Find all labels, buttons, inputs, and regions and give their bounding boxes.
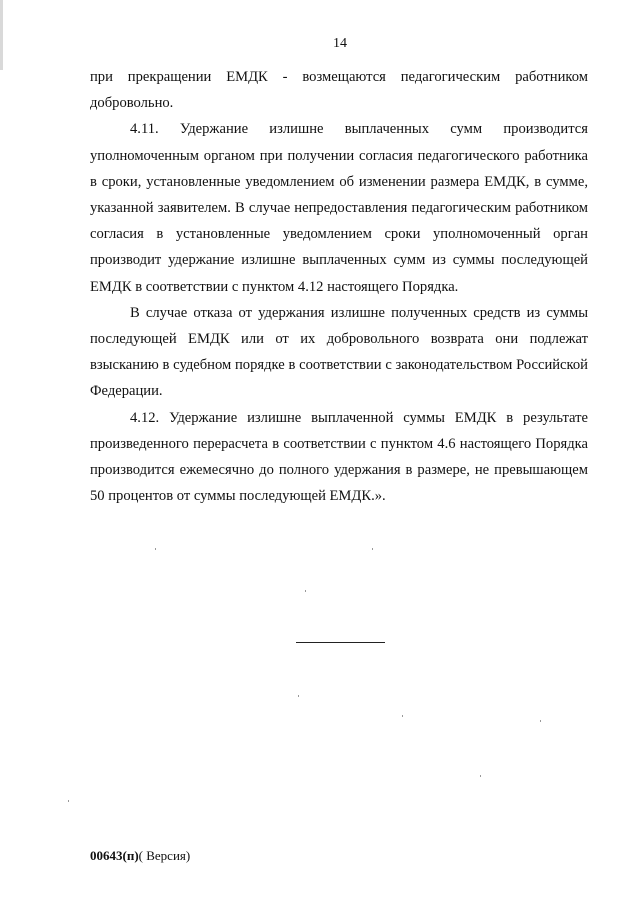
paragraph-refusal: В случае отказа от удержания излишне полученных средств из суммы последующей ЕМДК или от их добровольного возврата они подлежат взысканию в судебном порядке в соответствии с законодательством Российской Федерации. <box>90 304 588 400</box>
footer-version: ( Версия) <box>138 848 191 863</box>
scan-speck <box>402 715 403 717</box>
paragraph-continuation: при прекращении ЕМДК - возмещаются педагогическим работником добровольно. <box>90 69 588 112</box>
paragraph-4-12: 4.12. Удержание излишне выплаченной суммы ЕМДК в результате произведенного перерасчета в соответствии с пунктом 4.6 настоящего Порядка производится ежемесячно до полного удержания в размере, не превышающем 50 процентов от суммы последующей ЕМДК.». <box>90 409 588 505</box>
scan-speck <box>155 548 156 550</box>
scan-speck <box>372 548 373 550</box>
end-divider-line <box>296 642 385 643</box>
paragraph-4-11: 4.11. Удержание излишне выплаченных сумм производится уполномоченным органом при получении согласия педагогического работника в сроки, установленные уведомлением об изменении размера ЕМДК, в сумме, указанной заявителем. В случае непредоставления педагогическим работником согласия в установленные уведомлением сроки уполномоченный орган производит удержание излишне выплаченных сумм из суммы последующей ЕМДК в соответствии с пунктом 4.12 настоящего Порядка. <box>90 121 588 295</box>
scan-edge-shadow <box>0 0 3 70</box>
scan-speck <box>298 695 299 697</box>
footer-document-code: 00643(п) <box>90 848 139 863</box>
page-number: 14 <box>333 36 347 51</box>
scan-speck <box>68 800 69 802</box>
scan-speck <box>305 590 306 592</box>
document-body <box>90 64 588 509</box>
scan-speck <box>540 720 541 722</box>
scan-speck <box>480 775 481 777</box>
document-footer <box>90 848 190 864</box>
